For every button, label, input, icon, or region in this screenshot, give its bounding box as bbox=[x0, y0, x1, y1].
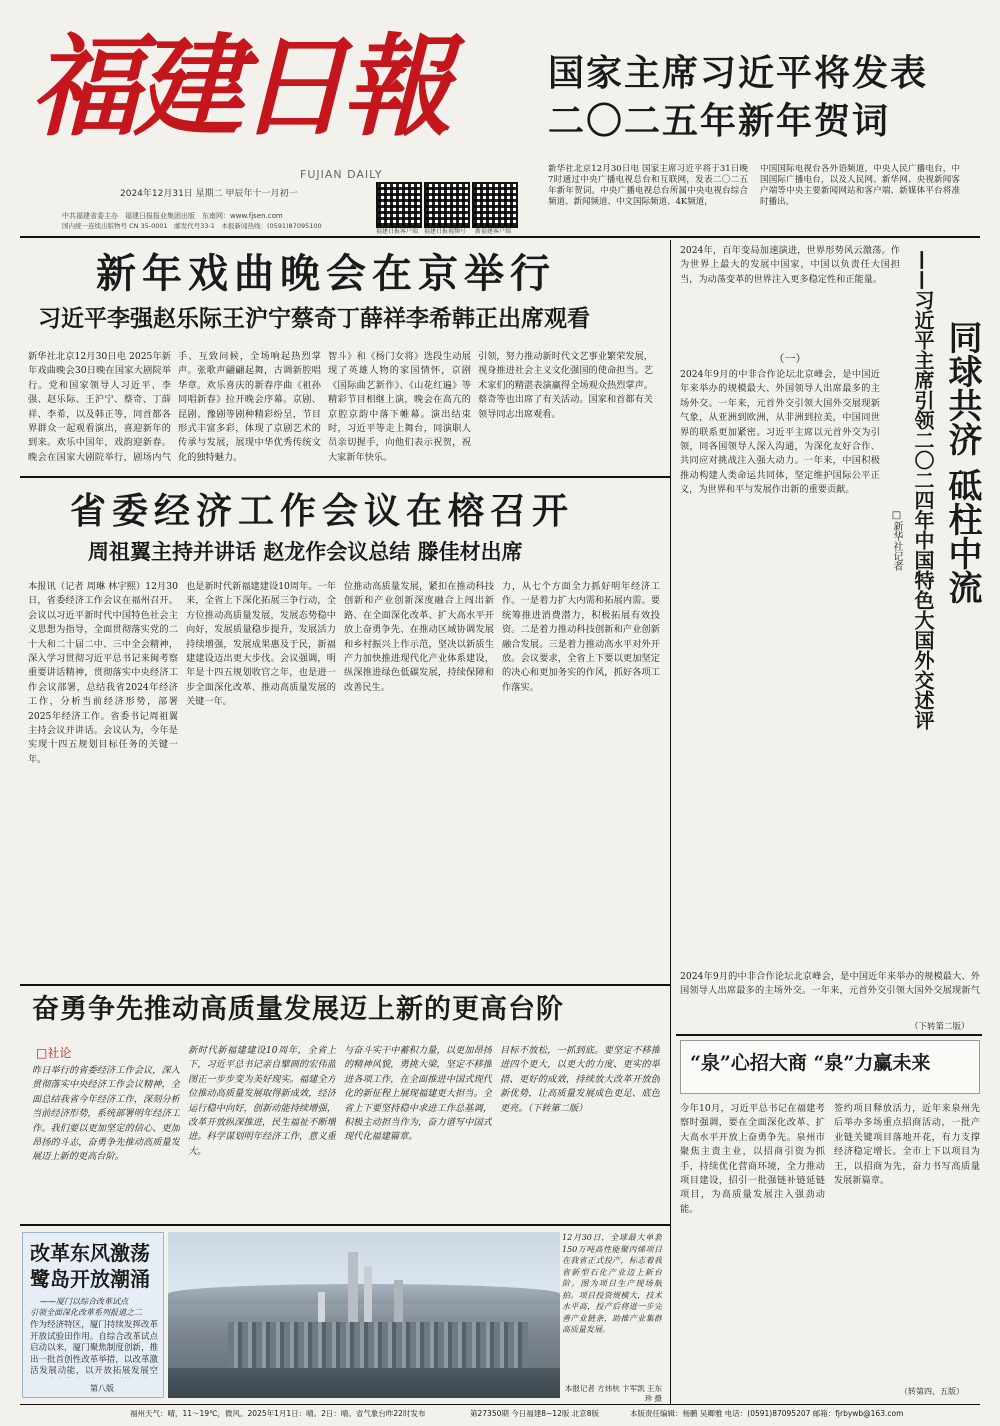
qr-label: 新福建客户端 bbox=[474, 228, 511, 235]
gala-column: 引领，努力推动新时代文艺事业繁荣发展，视身推进社会主义文化强国的使命担当。艺术家们的精湛表演赢得全场观众热烈掌声。蔡奇等也出席了有关活动。国家和首都有关领导同志出席观看。 bbox=[478, 351, 653, 420]
economic-headline: 省委经济工作会议在榕召开 bbox=[70, 491, 575, 532]
gala-column: 智斗》和《杨门女将》选段生动展现了英雄人物的家国情怀，京剧《国际曲艺新作》、《山花红遍》等精彩节目相继上演，晚会在高亢的京腔京韵中落下帷幕。演出结束时，习近平等走上舞台，同演职人员亲切握手，向他们表示祝贺，祝大家新年快乐。 bbox=[328, 351, 471, 463]
rule bbox=[676, 1034, 982, 1036]
diplomacy-continued: （下转第二版） bbox=[910, 1022, 970, 1032]
photo-ground bbox=[168, 1368, 560, 1398]
masthead-date: 2024年12月31日 星期二 甲辰年十一月初一 bbox=[120, 189, 298, 199]
rule bbox=[20, 1224, 670, 1226]
rule bbox=[20, 984, 670, 986]
rule bbox=[20, 476, 670, 478]
diplomacy-body: 2024年9月的中非合作论坛北京峰会，是中国近年来举办的规模最大、外国领导人出席最多的主场外交。一年来，元首外交引领大国外交展现新气 bbox=[680, 971, 980, 997]
commentary-tag-icon: □ bbox=[36, 1046, 48, 1060]
commentary-column: 昨日举行的省委经济工作会议，深入贯彻落实中央经济工作会议精神，全面总结我省今年经济工作，深刻分析当前经济形势，系统部署明年经济工作。我们要以更加坚定的信心、更加昂扬的斗志，奋勇争先推动高质量发展迈上新的更高台阶。 bbox=[32, 1065, 180, 1163]
masthead-logo: 福建日報 bbox=[30, 22, 446, 151]
diplomacy-subheadline: ——习近平主席引领二〇二四年中国特色大国外交述评 bbox=[911, 250, 935, 730]
photo-plant bbox=[228, 1322, 528, 1372]
qr-code bbox=[424, 182, 470, 228]
gala-subheadline: 习近平李强赵乐际王沪宁蔡奇丁薛祥李希韩正出席观看 bbox=[38, 306, 590, 332]
economic-column: 力，从七个方面全力抓好明年经济工作。一是着力扩大内需和拓展内需。要统筹推进消费潜力，积极拓展有效投资。二是着力推动科技创新和产业创新融合发展。三是着力推动高水平对外开放。会议要求，全省上下要以更加坚定的决心和更加务实的作风，抓好各项工作落实。 bbox=[502, 581, 660, 693]
diplomacy-headline: 同球共济 砥柱中流 bbox=[942, 320, 982, 604]
diplomacy-section-mark: （一） bbox=[773, 352, 807, 365]
quanzhou-body: 签约项目释放活力，近年来泉州先后举办多场重点招商活动，一批产业链关键项目落地开花，有力支撑经济稳定增长。全市上下以项目为王，以招商为先，奋力书写高质量发展新篇章。 bbox=[834, 1103, 980, 1187]
lead-headline-1: 国家主席习近平将发表 bbox=[548, 53, 929, 94]
footer-weather: 福州天气：晴，11～19℃，微风。2025年1月1日：晴。2日：晴。省气象台昨22时发布 bbox=[130, 1409, 426, 1418]
commentary-column: 与奋斗实干中蓄积力量，以更加昂扬的精神风貌，勇挑大梁，坚定不移推进各项工作，在全面推进中国式现代化的新征程上展现福建更大担当。全省上下要坚持稳中求进工作总基调，积极主动担当作为，奋力谱写中国式现代化福建篇章。 bbox=[344, 1045, 492, 1143]
lead-headline-2: 二〇二五年新年贺词 bbox=[548, 101, 891, 142]
industrial-photo bbox=[168, 1232, 560, 1398]
footer-issue: 第27350期 今日福建8~12版 北京8版 bbox=[470, 1409, 599, 1418]
qr-label: 福建日报视频号 bbox=[423, 228, 466, 235]
masthead-number: 国内统一连续出版物号 CN 35-0001 邮发代号33-1 本报新闻热线：(0591)87095100 bbox=[62, 222, 322, 230]
commentary-tag bbox=[36, 1044, 71, 1061]
photo-caption: 12月30日，全球最大单套150万吨高性能聚丙烯项目在我省正式投产，标志着我省新型石化产业迈上新台阶。图为项目生产现场航拍。项目投资规模大，技术水平高，投产后将进一步完善产业链条，助推产业集群高质量发展。 bbox=[562, 1233, 662, 1334]
rule bbox=[20, 236, 980, 238]
qr-label: 福建日报客户端 bbox=[375, 228, 418, 235]
feature-headline-2: 鹭岛开放潮涌 bbox=[30, 1267, 150, 1291]
diplomacy-byline: □新华社记者 bbox=[891, 510, 902, 571]
economic-column: 位推动高质量发展，紧扣在推动科技创新和产业创新深度融合上闯出新路、在全面深化改革、扩大高水平开放上奋勇争先、在推动区域协调发展和乡村振兴上作示范，坚决以新质生产力加快推进现代化产业体系建设，纵深推进绿色低碳发展，持续保障和改善民生。 bbox=[344, 581, 494, 693]
footer-editor: 本版责任编辑：杨鹏 吴卿雅 电话：(0591)87095207 邮箱：fjrbywb@163.com bbox=[630, 1409, 904, 1418]
gala-column: 手、互致问候，全场响起热烈掌声。张歌声翩翩起舞，古调新腔唱华章。欢乐喜庆的新春序曲《祖孙同唱新春》拉开晚会序幕。京剧、昆剧、豫剧等剧种精彩纷呈，节目形式丰富多彩，体现了京剧艺术的传承与发展，展现中华优秀传统文化的独特魅力。 bbox=[178, 351, 321, 463]
gala-column: 新华社北京12月30日电 2025年新年戏曲晚会30日晚在国家大剧院举行。党和国家领导人习近平、李强、赵乐际、王沪宁、蔡奇、丁薛祥、李希，以及韩正等，同首都各界群众一起观看演出，喜迎新年的到来。欢乐中国年，戏韵迎新春。晚会在国家大剧院举行，剧场内气 bbox=[28, 351, 171, 463]
masthead-sponsor: 中共福建省委主办 福建日报报业集团出版 东南网：www.fjsen.com bbox=[62, 212, 283, 220]
rule bbox=[20, 1404, 980, 1405]
economic-column: 本报讯（记者 周琳 林宇熙）12月30日，省委经济工作会议在福州召开。会议以习近平新时代中国特色社会主义思想为指导，全面贯彻落实党的二十大和二十届二中、三中全会精神，深入学习贯彻习近平总书记来闽考察重要讲话精神，贯彻落实中央经济工作会议部署，总结我省2024年经济工作，分析当前经济形势，部署2025年经济工作。省委书记周祖翼主持会议并讲话。会议认为，今年是实现十四五规划目标任务的关键一年。 bbox=[28, 581, 178, 765]
photo-credit: 本报记者 方炜杭 卞军凯 王东珍 摄 bbox=[564, 1384, 662, 1403]
feature-subtitle-2: 引领全面深化改革系列报道之二 bbox=[30, 1308, 142, 1317]
diplomacy-intro: 2024年，百年变局加速演进，世界形势风云激荡。作为世界上最大的发展中国家，中国以负责任大国担当，为动荡变革的世界注入更多稳定性和正能量。 bbox=[680, 245, 900, 285]
qr-code bbox=[376, 182, 422, 228]
lead-body-2: 中国国际电视台各外语频道，中央人民广播电台，中国国际广播电台，以及人民网、新华网、央视新闻客户端等中央主要新闻网站和客户端、新媒体平台将准时播出。 bbox=[760, 164, 960, 207]
commentary-headline: 奋勇争先推动高质量发展迈上新的更高台阶 bbox=[32, 994, 564, 1025]
commentary-tag-label: 社论 bbox=[47, 1046, 72, 1060]
feature-continued: 第八版 bbox=[90, 1384, 114, 1393]
gala-headline: 新年戏曲晚会在京举行 bbox=[96, 251, 556, 297]
column-divider bbox=[670, 240, 671, 1404]
quanzhou-headline: “泉”心招大商 “泉”力赢未来 bbox=[690, 1052, 931, 1074]
lead-body-1: 新华社北京12月30日电 国家主席习近平将于31日晚7时通过中央广播电视总台和互联网，发表二〇二五年新年贺词。中央广播电视总台所属中央电视台综合频道、新闻频道、中文国际频道、4K频道， bbox=[548, 164, 748, 207]
quanzhou-continued: （转第四、五版） bbox=[900, 1387, 964, 1396]
quanzhou-body: 今年10月，习近平总书记在福建考察时强调，要在全面深化改革、扩大高水平开放上奋勇争先。泉州市聚焦主责主业，以招商引资为抓手，持续优化营商环境，全力推动项目建设，招引一批强链补链延链项目，为高质量发展注入强劲动能。 bbox=[680, 1103, 825, 1215]
economic-subheadline: 周祖翼主持并讲话 赵龙作会议总结 滕佳材出席 bbox=[88, 540, 523, 564]
feature-subtitle-1: ——厦门以综合改革试点 bbox=[40, 1297, 128, 1306]
feature-body: 作为经济特区，厦门持续发挥改革开放试验田作用。自综合改革试点启动以来，厦门聚焦制度创新，推出一批首创性改革举措，以改革激活发展动能，以开放拓展发展空 bbox=[30, 1320, 158, 1376]
commentary-column: 新时代新福建建设10周年，全省上下，习近平总书记亲自擘画的宏伟蓝图正一步步变为美好现实。福建全方位推动高质量发展取得新成效，经济运行稳中向好，创新动能持续增强，改革开放纵深推进，民生福祉不断增进。科学谋划明年经济工作，意义重大。 bbox=[188, 1045, 336, 1157]
feature-headline-1: 改革东风激荡 bbox=[30, 1241, 150, 1265]
economic-column: 也是新时代新福建建设10周年。一年来，全省上下深化拓展三争行动，全方位推动高质量发展，发展态势稳中向好，发展质量稳步提升，发展活力持续增强，发展成果惠及于民，新福建建设迈出更大步伐。会议强调，明年是十四五规划收官之年，也是进一步全面深化改革、推动高质量发展的关键一年。 bbox=[186, 581, 336, 708]
masthead-english: FUJIAN DAILY bbox=[300, 168, 383, 181]
qr-code bbox=[472, 182, 518, 228]
diplomacy-body: 2024年9月的中非合作论坛北京峰会，是中国近年来举办的规模最大、外国领导人出席最多的主场外交。一年来，元首外交引领大国外交展现新气象，从亚洲到欧洲，从非洲到拉美，中国同世界的联系更加紧密。习近平主席以元首外交为引领，同各国领导人深入沟通，为深化友好合作、共同应对挑战注入强大动力。一年来，中国积极推动构建人类命运共同体，坚定维护国际公平正义，为世界和平与发展作出新的重要贡献。 bbox=[680, 369, 880, 496]
commentary-column: 目标不放松，一抓到底。要坚定不移推进四个更大，以更大的力度、更实的举措、更好的成效，持续放大改革开放创新优势，让高质量发展成色更足、底色更亮。（下转第二版） bbox=[500, 1045, 660, 1114]
